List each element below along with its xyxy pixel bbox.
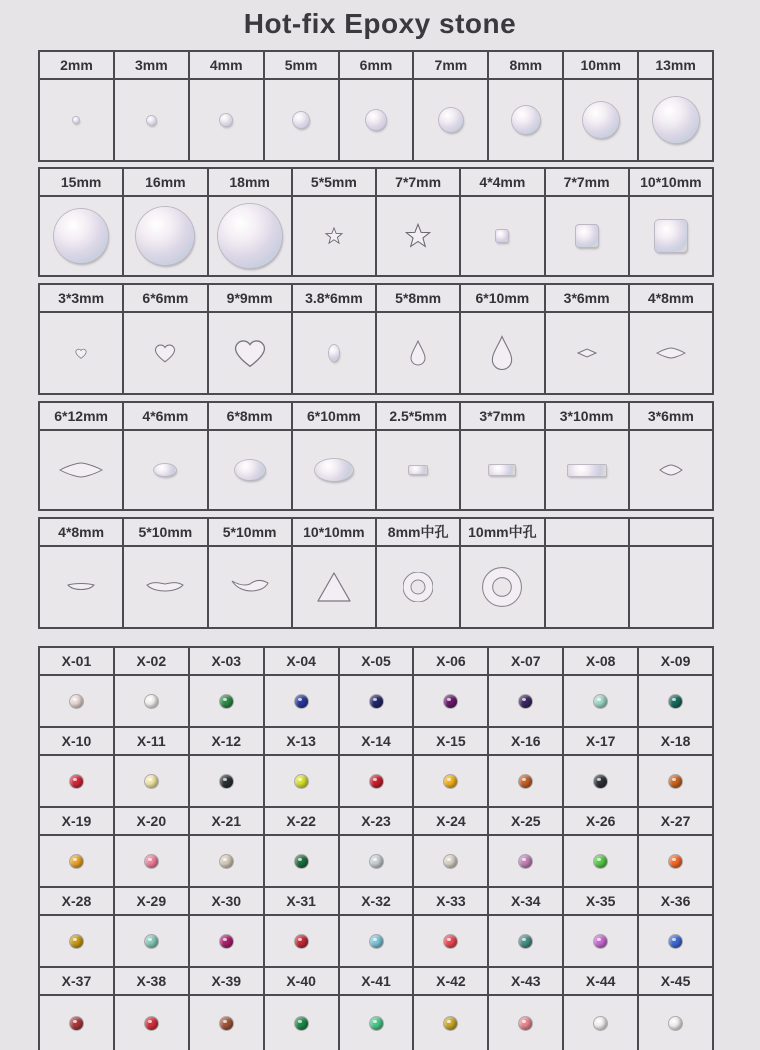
swatch-cell — [40, 996, 115, 1050]
stone-cell — [377, 547, 461, 627]
size-label: 4*8mm — [40, 519, 124, 545]
color-stone-icon — [370, 855, 383, 868]
color-code: X-22 — [265, 808, 340, 834]
color-stone-icon — [444, 695, 457, 708]
color-stone-icon — [669, 935, 682, 948]
color-stone-icon — [220, 935, 233, 948]
stone-cell — [293, 197, 377, 275]
square-stone-icon — [655, 220, 687, 252]
color-code: X-30 — [190, 888, 265, 914]
swatch-cell — [265, 916, 340, 966]
swatch-cell — [265, 756, 340, 806]
color-code: X-23 — [340, 808, 415, 834]
stone-cell — [340, 80, 415, 160]
round-stone-icon — [220, 114, 232, 126]
color-code: X-36 — [660, 893, 691, 909]
round-stone-icon — [218, 204, 282, 268]
color-code: X-05 — [340, 648, 415, 674]
color-swatch-row — [40, 756, 712, 808]
size-label: 5*8mm — [377, 285, 461, 311]
size-label: 18mm — [209, 169, 293, 195]
size-label: 2mm — [40, 52, 115, 78]
size-chart-block-1 — [38, 50, 714, 162]
color-code-row — [40, 888, 712, 916]
stone-cell — [40, 431, 124, 509]
swatch-cell — [190, 836, 265, 886]
round-stone-icon — [293, 112, 309, 128]
color-code: X-13 — [265, 728, 340, 754]
stone-cell — [40, 197, 124, 275]
swatch-cell — [414, 996, 489, 1050]
color-chart-block — [38, 646, 714, 1050]
color-stone-icon — [519, 1017, 532, 1030]
size-chart-block-4 — [38, 401, 714, 511]
round-stone-icon — [73, 117, 79, 123]
color-code: X-14 — [340, 728, 415, 754]
color-stone-icon — [70, 855, 83, 868]
stone-cell — [40, 547, 124, 627]
size-label — [546, 519, 630, 545]
color-code: X-15 — [414, 728, 489, 754]
color-stone-icon — [519, 855, 532, 868]
stone-cell — [293, 313, 377, 393]
swatch-cell — [265, 676, 340, 726]
size-label: 6*10mm — [293, 403, 377, 429]
swatch-cell — [489, 996, 564, 1050]
stone-cell — [414, 80, 489, 160]
color-code: X-34 — [489, 888, 564, 914]
swatch-cell — [639, 836, 712, 886]
size-label: 4*4mm — [461, 169, 545, 195]
color-code-row — [40, 728, 712, 756]
ring-stone-icon — [482, 567, 522, 607]
stone-cell — [546, 313, 630, 393]
baguette-stone-icon — [409, 466, 427, 474]
round-stone-icon — [366, 110, 386, 130]
swatch-cell — [340, 756, 415, 806]
swatch-cell — [115, 836, 190, 886]
color-code: X-18 — [660, 733, 691, 749]
round-stone-icon — [439, 108, 463, 132]
stone-cell — [209, 197, 293, 275]
swatch-cell — [489, 916, 564, 966]
size-label: 4mm — [190, 52, 265, 78]
oval-stone-icon — [154, 464, 176, 476]
navette-stone-icon — [59, 462, 103, 478]
stone-cell — [115, 80, 190, 160]
color-code-row — [40, 968, 712, 996]
color-code: X-02 — [115, 648, 190, 674]
color-stone-icon — [444, 1017, 457, 1030]
swatch-cell — [414, 836, 489, 886]
stone-cell — [293, 547, 377, 627]
stone-cell — [546, 431, 630, 509]
swatch-cell — [414, 756, 489, 806]
color-stone-icon — [444, 775, 457, 788]
color-code: X-33 — [414, 888, 489, 914]
stone-cell — [190, 80, 265, 160]
swatch-cell — [40, 756, 115, 806]
size-label: 10*10mm — [293, 519, 377, 545]
round-stone-icon — [136, 207, 194, 265]
color-stone-icon — [70, 935, 83, 948]
swatch-cell — [564, 996, 639, 1050]
color-stone-icon — [444, 935, 457, 948]
color-stone-icon — [295, 855, 308, 868]
size-chart-block-5 — [38, 517, 714, 629]
round-stone-icon — [653, 97, 699, 143]
swatch-cell — [489, 756, 564, 806]
size-label: 4*8mm — [647, 290, 694, 306]
oval-stone-icon — [235, 460, 265, 480]
color-stone-icon — [594, 1017, 607, 1030]
color-stone-icon — [669, 695, 682, 708]
size-label: 10mm — [564, 52, 639, 78]
color-stone-icon — [145, 935, 158, 948]
color-code: X-32 — [340, 888, 415, 914]
size-label: 16mm — [124, 169, 208, 195]
color-stone-icon — [444, 855, 457, 868]
lip-stone-icon — [231, 577, 269, 597]
color-code: X-26 — [564, 808, 639, 834]
color-code: X-03 — [190, 648, 265, 674]
color-stone-icon — [669, 855, 682, 868]
size-label: 9*9mm — [209, 285, 293, 311]
stone-cell — [293, 431, 377, 509]
swatch-cell — [414, 676, 489, 726]
color-stone-icon — [220, 775, 233, 788]
color-code: X-40 — [265, 968, 340, 994]
page-title: Hot-fix Epoxy stone — [243, 8, 517, 39]
color-code: X-31 — [265, 888, 340, 914]
size-header-row — [40, 403, 712, 431]
round-stone-icon — [583, 102, 619, 138]
navette-stone-icon — [659, 464, 683, 476]
heart-stone-icon — [154, 343, 176, 363]
color-code-row — [40, 648, 712, 676]
swatch-cell — [40, 836, 115, 886]
size-label: 2.5*5mm — [377, 403, 461, 429]
stone-cell — [377, 313, 461, 393]
swatch-cell — [265, 836, 340, 886]
color-code: X-39 — [190, 968, 265, 994]
stone-image-row — [40, 197, 712, 275]
stone-cell — [461, 197, 545, 275]
size-label: 4*6mm — [124, 403, 208, 429]
stone-cell — [489, 80, 564, 160]
size-label: 10mm中孔 — [461, 519, 545, 545]
color-stone-icon — [70, 695, 83, 708]
star-stone-icon — [325, 227, 343, 245]
stone-cell-empty — [546, 547, 630, 627]
color-code: X-35 — [564, 888, 639, 914]
color-swatch-row — [40, 836, 712, 888]
size-label: 13mm — [655, 57, 696, 73]
swatch-cell — [340, 996, 415, 1050]
color-swatch-row — [40, 676, 712, 728]
color-stone-icon — [145, 695, 158, 708]
teardrop-stone-icon — [410, 340, 426, 366]
color-stone-icon — [220, 1017, 233, 1030]
size-label: 7mm — [414, 52, 489, 78]
color-code: X-20 — [115, 808, 190, 834]
color-stone-icon — [295, 935, 308, 948]
color-stone-icon — [519, 775, 532, 788]
size-label: 3.8*6mm — [293, 285, 377, 311]
color-stone-icon — [594, 855, 607, 868]
stone-cell — [265, 80, 340, 160]
stone-image-row — [40, 313, 712, 393]
half-moon-stone-icon — [67, 581, 95, 593]
heart-stone-icon — [233, 338, 267, 368]
color-code: X-38 — [115, 968, 190, 994]
swatch-cell — [639, 676, 712, 726]
swatch-cell — [265, 996, 340, 1050]
size-label: 3*6mm — [647, 408, 694, 424]
stone-cell — [209, 431, 293, 509]
swatch-cell — [115, 916, 190, 966]
size-label: 5*10mm — [124, 519, 208, 545]
stone-cell-empty — [630, 547, 712, 627]
stone-cell — [630, 431, 712, 509]
color-code: X-29 — [115, 888, 190, 914]
color-code: X-27 — [660, 813, 691, 829]
color-code: X-07 — [489, 648, 564, 674]
size-label: 10*10mm — [640, 174, 702, 190]
square-stone-icon — [576, 225, 598, 247]
color-stone-icon — [70, 775, 83, 788]
size-label: 3mm — [115, 52, 190, 78]
color-code-row — [40, 808, 712, 836]
swatch-cell — [340, 836, 415, 886]
size-label: 3*7mm — [461, 403, 545, 429]
stone-image-row — [40, 547, 712, 627]
stone-cell — [377, 197, 461, 275]
color-stone-icon — [145, 1017, 158, 1030]
color-swatch-row — [40, 916, 712, 968]
size-label: 8mm中孔 — [377, 519, 461, 545]
color-code: X-41 — [340, 968, 415, 994]
baguette-stone-icon — [568, 465, 606, 476]
stone-cell — [124, 547, 208, 627]
baguette-stone-icon — [489, 465, 515, 475]
color-stone-icon — [295, 695, 308, 708]
size-label: 6*6mm — [124, 285, 208, 311]
swatch-cell — [40, 676, 115, 726]
stone-cell — [461, 431, 545, 509]
color-code: X-19 — [40, 808, 115, 834]
color-stone-icon — [519, 935, 532, 948]
swatch-cell — [115, 996, 190, 1050]
size-header-row — [40, 285, 712, 313]
size-label: 15mm — [40, 169, 124, 195]
swatch-cell — [190, 676, 265, 726]
stone-cell — [630, 197, 712, 275]
size-label: 3*6mm — [546, 285, 630, 311]
stone-cell — [124, 431, 208, 509]
color-code: X-06 — [414, 648, 489, 674]
stone-image-row — [40, 431, 712, 509]
stone-cell — [564, 80, 639, 160]
color-stone-icon — [145, 775, 158, 788]
size-label: 7*7mm — [546, 169, 630, 195]
swatch-cell — [414, 916, 489, 966]
swatch-cell — [115, 676, 190, 726]
round-stone-icon — [147, 116, 156, 125]
ring-stone-icon — [403, 572, 433, 602]
stone-cell — [630, 313, 712, 393]
size-label: 8mm — [489, 52, 564, 78]
size-header-row — [40, 519, 712, 547]
stone-cell — [639, 80, 712, 160]
swatch-cell — [564, 916, 639, 966]
stone-cell — [40, 80, 115, 160]
color-code: X-43 — [489, 968, 564, 994]
swatch-cell — [340, 916, 415, 966]
stone-cell — [124, 313, 208, 393]
size-chart-block-3 — [38, 283, 714, 395]
size-label: 5mm — [265, 52, 340, 78]
color-code: X-37 — [40, 968, 115, 994]
color-stone-icon — [370, 695, 383, 708]
color-stone-icon — [220, 855, 233, 868]
stone-cell — [209, 547, 293, 627]
size-label: 6*8mm — [209, 403, 293, 429]
stone-cell — [209, 313, 293, 393]
color-code: X-12 — [190, 728, 265, 754]
swatch-cell — [564, 756, 639, 806]
color-stone-icon — [295, 1017, 308, 1030]
size-label: 3*3mm — [40, 285, 124, 311]
stone-cell — [461, 313, 545, 393]
navette-stone-icon — [577, 348, 597, 358]
color-stone-icon — [519, 695, 532, 708]
color-stone-icon — [70, 1017, 83, 1030]
oval-stone-icon — [315, 459, 353, 481]
lip-stone-icon — [146, 579, 184, 595]
color-stone-icon — [370, 775, 383, 788]
color-code: X-21 — [190, 808, 265, 834]
size-label: 5*5mm — [293, 169, 377, 195]
color-code: X-42 — [414, 968, 489, 994]
swatch-cell — [40, 916, 115, 966]
color-stone-icon — [220, 695, 233, 708]
swatch-cell — [190, 996, 265, 1050]
swatch-cell — [639, 756, 712, 806]
color-code: X-25 — [489, 808, 564, 834]
color-code: X-04 — [265, 648, 340, 674]
size-label — [630, 519, 712, 545]
color-code: X-08 — [564, 648, 639, 674]
size-label: 7*7mm — [377, 169, 461, 195]
size-header-row — [40, 52, 712, 80]
color-stone-icon — [145, 855, 158, 868]
color-stone-icon — [370, 1017, 383, 1030]
color-code: X-44 — [564, 968, 639, 994]
color-code: X-16 — [489, 728, 564, 754]
square-stone-icon — [496, 230, 508, 242]
color-stone-icon — [594, 775, 607, 788]
triangle-stone-icon — [316, 571, 352, 603]
swatch-cell — [340, 676, 415, 726]
stone-image-row — [40, 80, 712, 160]
color-swatch-row — [40, 996, 712, 1050]
size-label: 5*10mm — [209, 519, 293, 545]
swatch-cell — [639, 996, 712, 1050]
swatch-cell — [564, 676, 639, 726]
size-label: 3*10mm — [546, 403, 630, 429]
swatch-cell — [115, 756, 190, 806]
size-label: 6*10mm — [461, 285, 545, 311]
color-stone-icon — [370, 935, 383, 948]
stone-cell — [40, 313, 124, 393]
color-code: X-09 — [660, 653, 691, 669]
stone-cell — [546, 197, 630, 275]
swatch-cell — [489, 836, 564, 886]
color-stone-icon — [669, 1017, 682, 1030]
swatch-cell — [190, 756, 265, 806]
oval-stone-icon — [329, 345, 339, 361]
color-code: X-11 — [115, 728, 190, 754]
stone-cell — [461, 547, 545, 627]
size-label: 6*12mm — [40, 403, 124, 429]
swatch-cell — [190, 916, 265, 966]
color-code: X-01 — [40, 648, 115, 674]
color-code: X-28 — [40, 888, 115, 914]
color-stone-icon — [594, 695, 607, 708]
swatch-cell — [639, 916, 712, 966]
size-header-row — [40, 169, 712, 197]
color-stone-icon — [295, 775, 308, 788]
navette-stone-icon — [656, 347, 686, 359]
swatch-cell — [564, 836, 639, 886]
teardrop-stone-icon — [491, 335, 513, 371]
color-code: X-45 — [660, 973, 691, 989]
round-stone-icon — [512, 106, 540, 134]
color-stone-icon — [669, 775, 682, 788]
swatch-cell — [489, 676, 564, 726]
stone-cell — [377, 431, 461, 509]
color-code: X-17 — [564, 728, 639, 754]
round-stone-icon — [54, 209, 108, 263]
size-label: 6mm — [340, 52, 415, 78]
heart-stone-icon — [75, 348, 87, 359]
color-code: X-10 — [40, 728, 115, 754]
color-stone-icon — [594, 935, 607, 948]
stone-cell — [124, 197, 208, 275]
color-code: X-24 — [414, 808, 489, 834]
star-stone-icon — [405, 223, 431, 249]
size-chart-block-2 — [38, 167, 714, 277]
